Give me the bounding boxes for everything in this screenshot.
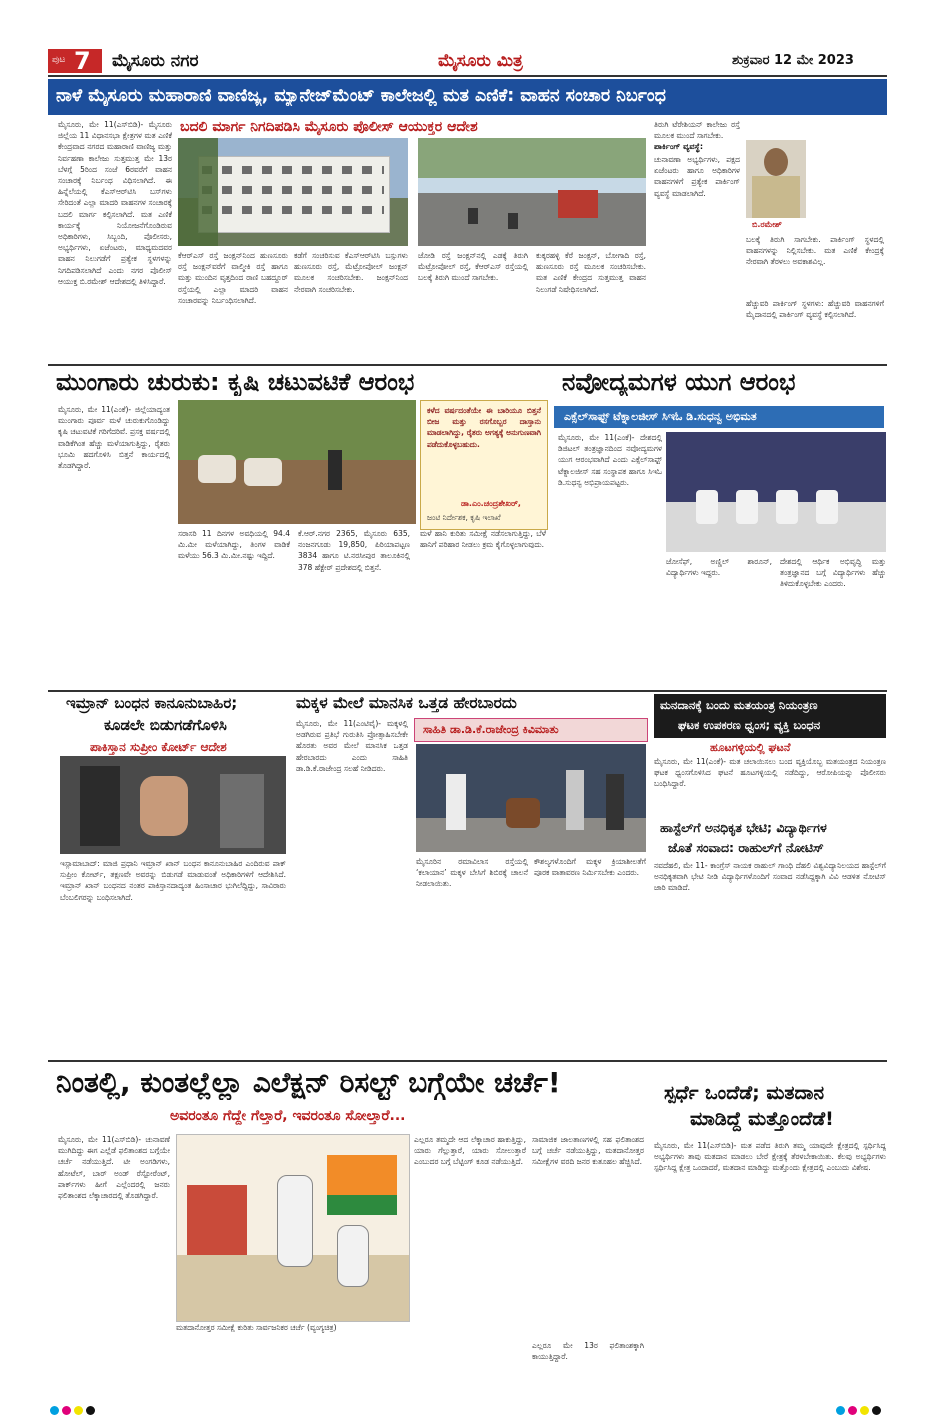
lead-col4: ಜೋಡಿ ರಸ್ತೆ ಜಂಕ್ಷನ್‌ನಲ್ಲಿ ಎಡಕ್ಕೆ ತಿರುಗಿ ಮೆಟ್ರೋಪೋಲ್ ರಸ್ತೆ, ಕೆಆರ್‌ಎಸ್ ರಸ್ತೆಯಲ್ಲಿ ಬಲಕ್ಕೆ ತಿರುಗಿ ಮುಂದೆ ಸಾಗಬೇಕು. [418, 251, 528, 283]
results-col3: ಸಾಮಾಜಿಕ ಜಾಲತಾಣಗಳಲ್ಲಿ ಸಹ ಫಲಿತಾಂಶದ ಬಗ್ಗೆ ಚರ್ಚೆ ನಡೆಯುತ್ತಿದ್ದು, ಮತದಾನೋತ್ತರ ಸಮೀಕ್ಷೆಗಳ ವರದಿ ಜನರ ಕುತೂಹಲ ಹೆಚ್ಚಿಸಿದೆ. [532, 1135, 644, 1167]
hostel-body: ನವದೆಹಲಿ, ಮೇ 11- ಕಾಂಗ್ರೆಸ್ ನಾಯಕ ರಾಹುಲ್ ಗಾಂಧಿ ದೆಹಲಿ ವಿಶ್ವವಿದ್ಯಾನಿಲಯದ ಹಾಸ್ಟೆಲ್‌ಗೆ ಅನಧಿಕೃತವಾಗಿ ಭೇಟಿ ನೀಡಿ ವಿದ್ಯಾರ್ಥಿಗಳೊಂದಿಗೆ ಸಂವಾದ ನಡೆಸಿದ್ದಕ್ಕಾಗಿ ವಿವಿ ಆಡಳಿತ ನೋಟಿಸ್ ಜಾರಿ ಮಾಡಿದೆ. [654, 861, 886, 893]
cartoon-illustration [176, 1134, 410, 1322]
monsoon-col4: ಮಳೆ ಹಾನಿ ಕುರಿತು ಸಮೀಕ್ಷೆ ನಡೆಸಲಾಗುತ್ತಿದ್ದು, ಬೆಳೆ ಹಾನಿಗೆ ಪರಿಹಾರ ನೀಡಲು ಕ್ರಮ ಕೈಗೊಳ್ಳಲಾಗುವುದು. [420, 529, 546, 550]
vote-headline-1: ಸ್ಪರ್ಧೆ ಒಂದೆಡೆ; ಮತದಾನ [664, 1082, 825, 1104]
innovation-col1: ಮೈಸೂರು, ಮೇ 11(ಎಂಕೆ)- ದೇಶದಲ್ಲಿ ಡಿಜಿಟಲ್ ತಂತ್ರಜ್ಞಾನದಿಂದ ನವೋದ್ಯಮಗಳ ಯುಗ ಆರಂಭವಾಗಿದೆ ಎಂದು ಎಕ್ಸೆಲ್‌ಸಾಫ್ಟ್ ಟೆಕ್ನಾಲಜೀಸ್ ಸಹ ಸಂಸ್ಥಾಪಕ ಹಾಗೂ ಸಿಇಓ ಡಿ.ಸುಧನ್ವ ಅಭಿಪ್ರಾಯಪಟ್ಟರು. [558, 433, 662, 487]
imran-body: ಇಸ್ಲಾಮಾಬಾದ್: ಮಾಜಿ ಪ್ರಧಾನಿ ಇಮ್ರಾನ್ ಖಾನ್ ಬಂಧನ ಕಾನೂನುಬಾಹಿರ ಎಂದಿರುವ ಪಾಕ್ ಸುಪ್ರೀಂ ಕೋರ್ಟ್, ತಕ್ಷಣವೇ ಅವರನ್ನು ಬಿಡುಗಡೆ ಮಾಡುವಂತೆ ಅಧಿಕಾರಿಗಳಿಗೆ ಆದೇಶಿಸಿದೆ. ಇಮ್ರಾನ್ ಖಾನ್ ಬಂಧನದ ನಂತರ ಪಾಕಿಸ್ತಾನದಾದ್ಯಂತ ಹಿಂಸಾಚಾರ ಭುಗಿಲೆದ್ದಿದ್ದು, ಸಾವಿರಾರು ಬೆಂಬಲಿಗರನ್ನು ಬಂಧಿಸಲಾಗಿದೆ. [60, 859, 286, 902]
lead-col5: ಕುಕ್ಕರಹಳ್ಳಿ ಕೆರೆ ಜಂಕ್ಷನ್, ಬೋಗಾದಿ ರಸ್ತೆ, ಹುಣಸೂರು ರಸ್ತೆ ಮೂಲಕ ಸಂಚರಿಸಬೇಕು. ಮತ ಎಣಿಕೆ ಕೇಂದ್ರದ ಸುತ್ತಮುತ್ತ ವಾಹನ ನಿಲುಗಡೆ ನಿಷೇಧಿಸಲಾಗಿದೆ. [536, 251, 646, 294]
innovation-caption: ಜೋಸೆಫ್, ಅಣ್ಣಿಲ್ ಶಾರೂನ್, ವಿದ್ಯಾರ್ಥಿಗಳು ಇದ್ದರು. [666, 557, 772, 578]
results-col4: ಎಲ್ಲರೂ ಮೇ 13ರ ಫಲಿತಾಂಶಕ್ಕಾಗಿ ಕಾಯುತ್ತಿದ್ದಾರೆ. [532, 1341, 644, 1362]
children-caption: ಮೈಸೂರಿನ ರಮಾವಿಲಾಸ ರಸ್ತೆಯಲ್ಲಿ ‘ಕಲಾಯಾನ’ ಮಕ್ಕಳ ಬೇಸಿಗೆ ಶಿಬಿರಕ್ಕೆ ಚಾಲನೆ ನೀಡಲಾಯಿತು. [416, 857, 528, 889]
lead-col6: ತಿರುಗಿ ಟೆರೇಶಿಯನ್ ಕಾಲೇಜು ರಸ್ತೆ ಮೂಲಕ ಮುಂದೆ ಸಾಗಬೇಕು. [654, 120, 740, 141]
children-subhead: ಸಾಹಿತಿ ಡಾ.ಡಿ.ಕೆ.ರಾಜೇಂದ್ರ ಕಿವಿಮಾತು [423, 723, 559, 736]
rally-headline-1: ಮನದಾನಕ್ಕೆ ಬಂದು ಮತಯಂತ್ರ ನಿಯಂತ್ರಣ [660, 698, 818, 712]
registration-marks-right [836, 1400, 884, 1419]
children-col1: ಮೈಸೂರು, ಮೇ 11(ಎಂಟಿವೈ)- ಮಕ್ಕಳಲ್ಲಿ ಅಡಗಿರುವ ಪ್ರತಿಭೆ ಗುರುತಿಸಿ ಪ್ರೋತ್ಸಾಹಿಸಬೇಕೇ ಹೊರತು ಅವರ ಮೇಲೆ ಮಾನಸಿಕ ಒತ್ತಡ ಹೇರಬಾರದು ಎಂದು ಸಾಹಿತಿ ಡಾ.ಡಿ.ಕೆ.ರಾಜೇಂದ್ರ ಸಲಹೆ ನೀಡಿದರು. [296, 719, 408, 773]
section-name: ಮೈಸೂರು ನಗರ [112, 51, 199, 71]
lead-headline: ನಾಳೆ ಮೈಸೂರು ಮಹಾರಾಣಿ ವಾಣಿಜ್ಯ, ಮ್ಯಾನೇಜ್‌ಮೆಂಟ್ ಕಾಲೇಜಲ್ಲಿ ಮತ ಎಣಿಕೆ: ವಾಹನ ಸಂಚಾರ ನಿರ್ಬಂಧ [56, 86, 666, 106]
rally-headline-2: ಘಟಕ ಉಪಕರಣ ಧ್ವಂಸ; ವ್ಯಕ್ತಿ ಬಂಧನ [678, 718, 821, 732]
divider [48, 1060, 887, 1062]
quote-name: ಡಾ.ಎಂ.ಚಂದ್ರಶೇಖರ್, [461, 499, 521, 508]
innovation-col2: ದೇಶದಲ್ಲಿ ಆರ್ಥಿಕ ಅಭಿವೃದ್ಧಿ ಮತ್ತು ತಂತ್ರಜ್ಞಾನದ ಬಗ್ಗೆ ವಿದ್ಯಾರ್ಥಿಗಳು ಹೆಚ್ಚು ತಿಳಿದುಕೊಳ್ಳಬೇಕು ಎಂದರು. [780, 557, 886, 589]
issue-date: ಶುಕ್ರವಾರ 12 ಮೇ 2023 [732, 53, 854, 68]
imran-headline-1: ಇಮ್ರಾನ್ ಬಂಧನ ಕಾನೂನುಬಾಹಿರ; [66, 694, 238, 712]
monsoon-quote: ಕಳೆದ ವರ್ಷದಂತೆಯೇ ಈ ಬಾರಿಯೂ ಬಿತ್ತನೆ ಬೀಜ ಮತ್ತು ರಸಗೊಬ್ಬರ ದಾಸ್ತಾನು ಮಾಡಲಾಗಿದ್ದು, ರೈತರು ಅಗತ್ಯಕ್ಕೆ ಅನುಗುಣವಾಗಿ ಪಡೆದುಕೊಳ್ಳಬಹುದು. [427, 406, 541, 449]
lead-footer-note: ಹೆಚ್ಚುವರಿ ಪಾರ್ಕಿಂಗ್ ಸ್ಥಳಗಳು: ಹೆಚ್ಚುವರಿ ವಾಹನಗಳಿಗೆ ಮೈದಾನದಲ್ಲಿ ಪಾರ್ಕಿಂಗ್ ವ್ಯವಸ್ಥೆ ಕಲ್ಪಿಸಲಾಗಿದೆ. [746, 299, 884, 320]
rally-place: ಹೂಟಗಳ್ಳಿಯಲ್ಲಿ ಘಟನೆ [710, 741, 791, 754]
page-label: ಪುಟ [52, 55, 66, 65]
commissioner-caption: ಬಿ.ರಮೇಶ್ [752, 220, 782, 229]
award-photo [666, 432, 886, 552]
monsoon-headline: ಮುಂಗಾರು ಚುರುಕು: ಕೃಷಿ ಚಟುವಟಿಕೆ ಆರಂಭ [56, 368, 415, 396]
lead-headline-bar [48, 79, 887, 115]
innovation-subhead-bar [554, 406, 884, 428]
children-subhead-bar [414, 718, 648, 742]
lead-col1: ಮೈಸೂರು, ಮೇ 11(ಎಸ್‌ಬಿಡಿ)- ಮೈಸೂರು ಜಿಲ್ಲೆಯ 11 ವಿಧಾನಸಭಾ ಕ್ಷೇತ್ರಗಳ ಮತ ಎಣಿಕೆ ಕೇಂದ್ರವಾದ ನಗರದ ಮಹಾರಾಣಿ ವಾಣಿಜ್ಯ ಮತ್ತು ನಿರ್ವಹಣಾ ಕಾಲೇಜು ಸುತ್ತಮುತ್ತ ಮೇ 13ರ ಬೆಳಗ್ಗೆ 5ರಿಂದ ಸಂಜೆ 6ರವರೆಗೆ ವಾಹನ ಸಂಚಾರಕ್ಕೆ ನಿರ್ಬಂಧ ವಿಧಿಸಲಾಗಿದೆ. ಈ ಹಿನ್ನೆಲೆಯಲ್ಲಿ ಕೆಎಸ್‌ಆರ್‌ಟಿಸಿ ಬಸ್‌ಗಳು ಸೇರಿದಂತೆ ಎಲ್ಲಾ ಮಾದರಿ ವಾಹನಗಳ ಸಂಚಾರಕ್ಕೆ ಬದಲಿ ಮಾರ್ಗ ಕಲ್ಪಿಸಲಾಗಿದೆ. ಮತ ಎಣಿಕೆ ಕಾರ್ಯಕ್ಕೆ ನಿಯೋಜನೆಗೊಂಡಿರುವ ಅಧಿಕಾರಿಗಳು, ಸಿಬ್ಬಂದಿ, ಪೊಲೀಸರು, ಅಭ್ಯರ್ಥಿಗಳು, ಏಜೆಂಟರು, ಮಾಧ್ಯಮದವರ ವಾಹನ ನಿಲುಗಡೆಗೆ ಪ್ರತ್ಯೇಕ ಸ್ಥಳಗಳನ್ನು ನಿಗದಿಪಡಿಸಲಾಗಿದೆ ಎಂದು ನಗರ ಪೊಲೀಸ್ ಆಯುಕ್ತ ಬಿ.ರಮೇಶ್ ಆದೇಶದಲ್ಲಿ ತಿಳಿಸಿದ್ದಾರೆ. [58, 120, 172, 286]
hostel-headline-2: ಜೊತೆ ಸಂವಾದ: ರಾಹುಲ್‌ಗೆ ನೋಟಿಸ್ [668, 840, 824, 855]
results-col2: ಎಲ್ಲರೂ ತಮ್ಮದೇ ಆದ ಲೆಕ್ಕಾಚಾರ ಹಾಕುತ್ತಿದ್ದು, ಯಾರು ಗೆಲ್ಲುತ್ತಾರೆ, ಯಾರು ಸೋಲುತ್ತಾರೆ ಎಂಬುದರ ಬಗ್ಗೆ ಬೆಟ್ಟಿಂಗ್ ಕೂಡ ನಡೆಯುತ್ತಿದೆ. [414, 1135, 526, 1167]
results-subhead: ಅವರಂತೂ ಗೆದ್ದೇ ಗೆಲ್ತಾರೆ, ಇವರಂತೂ ಸೋಲ್ತಾರೆ... [170, 1108, 406, 1124]
divider [48, 690, 887, 692]
college-photo [178, 138, 408, 246]
divider [48, 364, 887, 366]
vote-body: ಮೈಸೂರು, ಮೇ 11(ಎಸ್‌ಬಿಡಿ)- ಮತ ಪಡೆದ ತಿರುಗಿ ತಮ್ಮ ಯಾವುದೇ ಕ್ಷೇತ್ರದಲ್ಲಿ ಸ್ಪರ್ಧಿಸಿದ್ದ ಅಭ್ಯರ್ಥಿಗಳು ತಾವು ಮತದಾನ ಮಾಡಲು ಬೇರೆ ಕ್ಷೇತ್ರಕ್ಕೆ ತೆರಳಬೇಕಾಯಿತು. ಕೆಲವು ಅಭ್ಯರ್ಥಿಗಳು ಸ್ಪರ್ಧಿಸಿದ್ದ ಕ್ಷೇತ್ರ ಒಂದಾದರೆ, ಮತದಾನ ಮಾಡಿದ್ದು ಮತ್ತೊಂದು ಕ್ಷೇತ್ರದಲ್ಲಿ ಎಂಬುದು ವಿಶೇಷ. [654, 1141, 886, 1173]
monsoon-col3: ಕೆ.ಆರ್.ನಗರ 2365, ಮೈಸೂರು 635, ನಂಜನಗೂಡು 19,850, ಪಿರಿಯಾಪಟ್ಟಣ 3834 ಹಾಗೂ ಟಿ.ನರಸೀಪುರ ತಾಲೂಕಿನಲ್ಲಿ 378 ಹೆಕ್ಟೇರ್ ಪ್ರದೇಶದಲ್ಲಿ ಬಿತ್ತನೆ. [298, 529, 410, 572]
imran-subhead: ಪಾಕಿಸ್ತಾನ ಸುಪ್ರೀಂ ಕೋರ್ಟ್ ಆದೇಶ [90, 740, 227, 754]
imran-headline-2: ಕೂಡಲೇ ಬಿಡುಗಡೆಗೊಳಿಸಿ [104, 716, 227, 734]
parking-heading: ಪಾರ್ಕಿಂಗ್ ವ್ಯವಸ್ಥೆ: [654, 142, 704, 151]
monsoon-col2: ಸರಾಸರಿ 11 ದಿನಗಳ ಅವಧಿಯಲ್ಲಿ 94.4 ಮಿ.ಮೀ ಮಳೆಯಾಗಿದ್ದು, ತಿಂಗಳ ವಾಡಿಕೆ ಮಳೆಯು 56.3 ಮಿ.ಮೀ.ನಷ್ಟು ಇದ್ದಿದೆ. [178, 529, 290, 561]
children-headline: ಮಕ್ಕಳ ಮೇಲೆ ಮಾನಸಿಕ ಒತ್ತಡ ಹೇರಬಾರದು [296, 694, 517, 712]
vote-headline-2: ಮಾಡಿದ್ದೆ ಮತ್ತೊಂದೆಡೆ! [690, 1108, 834, 1130]
road-photo [418, 138, 646, 246]
plough-photo [178, 400, 416, 524]
results-col1: ಮೈಸೂರು, ಮೇ 11(ಎಸ್‌ಬಿಡಿ)- ಚುನಾವಣೆ ಮುಗಿದಿದ್ದು ಈಗ ಎಲ್ಲೆಡೆ ಫಲಿತಾಂಶದ ಬಗ್ಗೆಯೇ ಚರ್ಚೆ ನಡೆಯುತ್ತಿದೆ. ಟೀ ಅಂಗಡಿಗಳು, ಹೋಟೆಲ್, ಬಾರ್ ಅಂಡ್ ರೆಸ್ಟೋರೆಂಟ್, ಪಾರ್ಕ್‌ಗಳು ಹೀಗೆ ಎಲ್ಲೆಂದರಲ್ಲಿ ಜನರು ಫಲಿತಾಂಶದ ಲೆಕ್ಕಾಚಾರದಲ್ಲಿ ತೊಡಗಿದ್ದಾರೆ. [58, 1135, 170, 1201]
imran-photo [60, 756, 286, 854]
registration-marks-left [50, 1400, 98, 1419]
commissioner-photo [746, 140, 806, 218]
rally-headline-box [654, 694, 886, 738]
innovation-headline: ನವೋದ್ಯಮಗಳ ಯುಗ ಆರಂಭ [562, 368, 796, 396]
lead-col6b: ಚುನಾವಣಾ ಅಭ್ಯರ್ಥಿಗಳು, ಪಕ್ಷದ ಏಜೆಂಟರು ಹಾಗೂ ಅಧಿಕಾರಿಗಳ ವಾಹನಗಳಿಗೆ ಪ್ರತ್ಯೇಕ ಪಾರ್ಕಿಂಗ್ ವ್ಯವಸ್ಥೆ ಮಾಡಲಾಗಿದೆ. [654, 155, 740, 198]
masthead [48, 47, 887, 77]
hostel-headline-1: ಹಾಸ್ಟೆಲ್‌ಗೆ ಅನಧಿಕೃತ ಭೇಟಿ; ವಿದ್ಯಾರ್ಥಿಗಳ [660, 820, 827, 835]
monsoon-col1: ಮೈಸೂರು, ಮೇ 11(ಎಂಕೆ)- ಜಿಲ್ಲೆಯಾದ್ಯಂತ ಮುಂಗಾರು ಪೂರ್ವ ಮಳೆ ಚುರುಕುಗೊಂಡಿದ್ದು ಕೃಷಿ ಚಟುವಟಿಕೆ ಗರಿಗೆದರಿವೆ. ಪ್ರಸಕ್ತ ವರ್ಷದಲ್ಲಿ ವಾಡಿಕೆಗಿಂತ ಹೆಚ್ಚು ಮಳೆಯಾಗುತ್ತಿದ್ದು, ರೈತರು ಭೂಮಿ ಹದಗೊಳಿಸಿ ಬಿತ್ತನೆ ಕಾರ್ಯದಲ್ಲಿ ತೊಡಗಿದ್ದಾರೆ. [58, 405, 170, 471]
quote-title: ಜಂಟಿ ನಿರ್ದೇಶಕ, ಕೃಷಿ ಇಲಾಖೆ [427, 513, 501, 522]
page-number: 7 [74, 47, 91, 75]
lead-subhead: ಬದಲಿ ಮಾರ್ಗ ನಿಗದಿಪಡಿಸಿ ಮೈಸೂರು ಪೊಲೀಸ್ ಆಯುಕ್ತರ ಆದೇಶ [180, 119, 478, 135]
camp-photo [416, 744, 646, 852]
lead-col2: ಕೆಆರ್‌ಎಸ್ ರಸ್ತೆ ಜಂಕ್ಷನ್‌ನಿಂದ ಹುಣಸೂರು ರಸ್ತೆ ಜಂಕ್ಷನ್‌ವರೆಗೆ ವಾಲ್ಮೀಕಿ ರಸ್ತೆ ಹಾಗೂ ಮತ್ತು ಮುಂದಿನ ವೃತ್ತದಿಂದ ರಾಣಿ ಬಹದ್ದೂರ್ ರಸ್ತೆಯಲ್ಲಿ ಎಲ್ಲಾ ಮಾದರಿ ವಾಹನ ಸಂಚಾರವನ್ನು ನಿರ್ಬಂಧಿಸಲಾಗಿದೆ. [178, 251, 288, 305]
lead-col3: ಕಡೆಗೆ ಸಂಚರಿಸುವ ಕೆಎಸ್‌ಆರ್‌ಟಿಸಿ ಬಸ್ಸುಗಳು ಹುಣಸೂರು ರಸ್ತೆ, ಮೆಟ್ರೋಪೋಲ್ ಜಂಕ್ಷನ್ ಮೂಲಕ ಸಂಚರಿಸಬೇಕು. ಜಂಕ್ಷನ್‌ನಿಂದ ನೇರವಾಗಿ ಸಂಚರಿಸಬೇಕು. [294, 251, 408, 294]
paper-name: ಮೈಸೂರು ಮಿತ್ರ [438, 51, 523, 71]
innovation-subhead: ಎಕ್ಸೆಲ್‌ಸಾಫ್ಟ್ ಟೆಕ್ನಾಲಜೀಸ್ ಸಿಇಓ ಡಿ.ಸುಧನ್ವ ಅಭಿಮತ [564, 410, 757, 423]
children-col2: ಕೌಶಲ್ಯಗಳೊಂದಿಗೆ ಮಕ್ಕಳ ಕ್ರಿಯಾಶೀಲತೆಗೆ ಪೂರಕ ವಾತಾವರಣ ನಿರ್ಮಿಸಬೇಕು ಎಂದರು. [534, 857, 646, 878]
results-caption: ಮತದಾನೋತ್ತರ ಸಮೀಕ್ಷೆ ಕುರಿತು ಸಾರ್ವಜನಿಕರ ಚರ್ಚೆ (ವ್ಯಂಗ್ಯಚಿತ್ರ) [176, 1323, 337, 1332]
monsoon-quote-box [420, 400, 548, 530]
rally-body: ಮೈಸೂರು, ಮೇ 11(ಎಂಕೆ)- ಮತ ಚಲಾಯಿಸಲು ಬಂದ ವ್ಯಕ್ತಿಯೊಬ್ಬ ಮತಯಂತ್ರದ ನಿಯಂತ್ರಣ ಘಟಕ ಧ್ವಂಸಗೊಳಿಸಿದ ಘಟನೆ ಹೂಟಗಳ್ಳಿಯಲ್ಲಿ ನಡೆದಿದ್ದು, ಆರೋಪಿಯನ್ನು ಪೊಲೀಸರು ಬಂಧಿಸಿದ್ದಾರೆ. [654, 757, 886, 789]
results-headline: ನಿಂತಲ್ಲಿ, ಕುಂತಲ್ಲೆಲ್ಲಾ ಎಲೆಕ್ಷನ್ ರಿಸಲ್ಟ್ ಬಗ್ಗೆಯೇ ಚರ್ಚೆ! [56, 1066, 561, 1099]
page-number-badge [48, 49, 102, 73]
lead-col7: ಬಲಕ್ಕೆ ತಿರುಗಿ ಸಾಗಬೇಕು. ಪಾರ್ಕಿಂಗ್ ಸ್ಥಳದಲ್ಲಿ ವಾಹನಗಳನ್ನು ನಿಲ್ಲಿಸಬೇಕು. ಮತ ಎಣಿಕೆ ಕೇಂದ್ರಕ್ಕೆ ನೇರವಾಗಿ ತೆರಳಲು ಅವಕಾಶವಿಲ್ಲ. [746, 235, 884, 267]
